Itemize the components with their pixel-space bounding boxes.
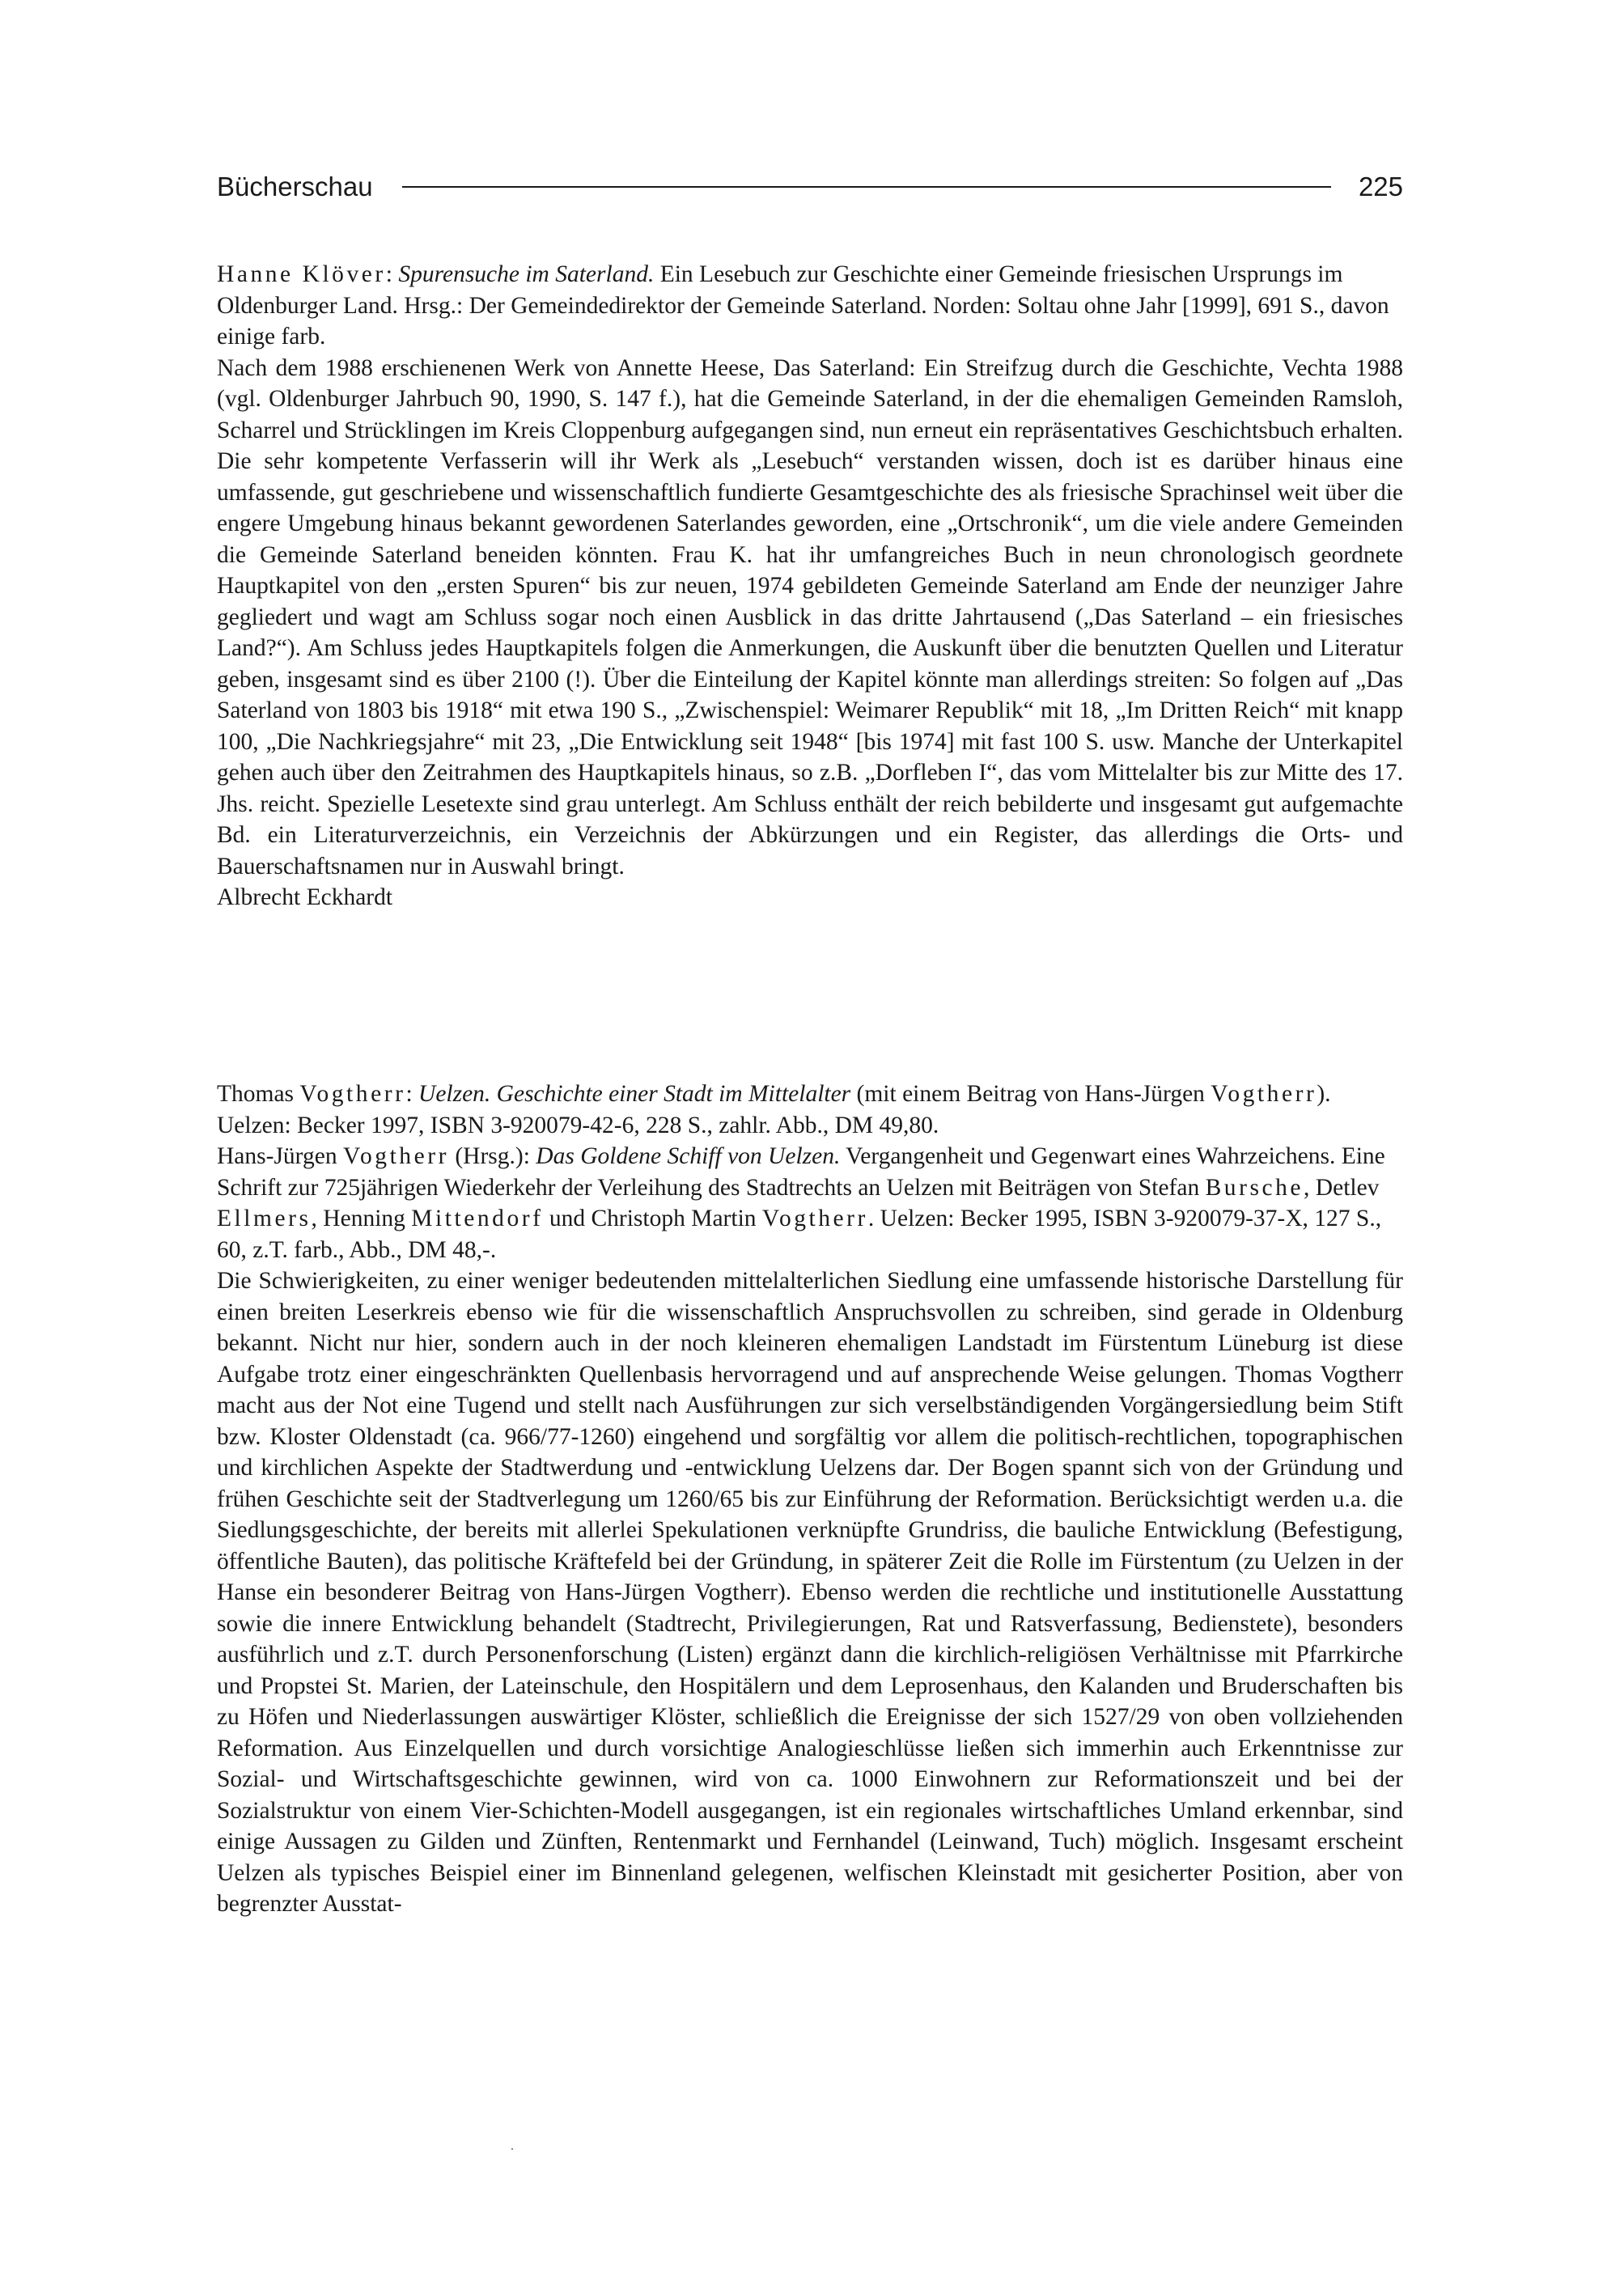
book-title: Uelzen. Geschichte einer Stadt im Mittelalter (418, 1081, 851, 1107)
book-title: Spurensuche im Saterland. (398, 261, 655, 287)
bibliographic-entry-2: Hans-Jürgen Vogtherr (Hrsg.): Das Goldene Schiff von Uelzen. Vergangenheit und Gegenwart eines Wahrzeichens. Eine Schrift zur 725jährigen Wiederkehr der Verleihung des Stadtrechts an Uelzen mit Beiträgen von Stefan Bursche, Detlev Ellmers, Henning Mittendorf und Christoph Martin Vogtherr. Uelzen: Becker 1995, ISBN 3-920079-37-X, 127 S., 60, z.T. farb., Abb., DM 48,-. (217, 1143, 1385, 1263)
review-body: Nach dem 1988 erschienenen Werk von Annette Heese, Das Saterland: Ein Streifzug durch die Geschichte, Vechta 1988 (vgl. Oldenburger Jahrbuch 90, 1990, S. 147 f.), hat die Gemeinde Saterland, in der die ehemaligen Gemeinden Ramsloh, Scharrel und Strücklingen im Kreis Cloppenburg aufgegangen sind, nun erneut ein repräsentatives Geschichtsbuch erhalten. Die sehr kompetente Verfasserin will ihr Werk als „Lesebuch“ verstanden wissen, doch ist es darüber hinaus eine umfassende, gut geschriebene und wissenschaftlich fundierte Gesamtgeschichte des als friesische Sprachinsel weit über die engere Umgebung hinaus bekannt gewordenen Saterlandes geworden, eine „Ortschronik“, um die viele andere Gemeinden die Gemeinde Saterland beneiden könnten. Frau K. hat ihr umfangreiches Buch in neun chronologisch geordnete Hauptkapitel von den „ersten Spuren“ bis zur neuen, 1974 gebildeten Gemeinde Saterland am Ende der neunziger Jahre gegliedert und wagt am Schluss sogar noch einen Ausblick in das dritte Jahrtausend („Das Saterland – ein friesisches Land?“). Am Schluss jedes Hauptkapitels folgen die Anmerkungen, die Auskunft über die benutzten Quellen und Literatur geben, insgesamt sind es über 2100 (!). Über die Einteilung der Kapitel könnte man allerdings streiten: So folgen auf „Das Saterland von 1803 bis 1918“ mit etwa 190 S., „Zwischenspiel: Weimarer Republik“ mit 18, „Im Dritten Reich“ mit knapp 100, „Die Nachkriegsjahre“ mit 23, „Die Entwicklung seit 1948“ [bis 1974] mit fast 100 S. usw. Manche der Unterkapitel gehen auch über den Zeitrahmen des Hauptkapitels hinaus, so z.B. „Dorfleben I“, das vom Mittelalter bis zur Mitte des 17. Jhs. reicht. Spezielle Lesetexte sind grau unterlegt. Am Schluss enthält der reich bebilderte und insgesamt gut aufgemachte Bd. ein Literaturverzeichnis, ein Verzeichnis der Abkürzungen und ein Register, das allerdings die Orts- und Bauerschaftsnamen nur in Auswahl bringt. (217, 354, 1403, 879)
bibliographic-entry: Hanne Klöver: Spurensuche im Saterland. Ein Lesebuch zur Geschichte einer Gemeinde friesischen Ursprungs im Oldenburger Land. Hrsg.: Der Gemeindedirektor der Gemeinde Saterland. Norden: Soltau ohne Jahr [1999], 691 S., davon einige farb. (217, 261, 1389, 350)
author-name: Hanne Klöver (217, 261, 386, 287)
header-rule (402, 186, 1331, 188)
book-title-2: Das Goldene Schiff von Uelzen. (536, 1143, 841, 1169)
review-vogtherr (217, 1079, 1403, 1920)
section-title: Bücherschau (217, 172, 373, 201)
review-body: Die Schwierigkeiten, zu einer weniger bedeutenden mittelalterlichen Siedlung eine umfassende historische Darstellung für einen breiten Leserkreis ebenso wie für die wissenschaftlich Anspruchsvollen zu schreiben, sind gerade in Oldenburg bekannt. Nicht nur hier, sondern auch in der noch kleineren ehemaligen Landstadt im Fürstentum Lüneburg ist diese Aufgabe trotz einer eingeschränkten Quellenbasis hervorragend und auf ansprechende Weise gelungen. Thomas Vogtherr macht aus der Not eine Tugend und stellt nach Ausführungen zur sich verselbständigenden Vorgängersiedlung beim Stift bzw. Kloster Oldenstadt (ca. 966/77-1260) eingehend und sorgfältig vor allem die politisch-rechtlichen, topographischen und kirchlichen Aspekte der Stadtwerdung und -entwicklung Uelzens dar. Der Bogen spannt sich von der Gründung und frühen Geschichte seit der Stadtverlegung um 1260/65 bis zur Einführung der Reformation. Berücksichtigt werden u.a. die Siedlungsgeschichte, der bereits mit allerlei Spekulationen verknüpfte Grundriss, die bauliche Entwicklung (Befestigung, öffentliche Bauten), das politische Kräftefeld bei der Gründung, in späterer Zeit die Rolle im Fürstentum (zu Uelzen in der Hanse ein besonderer Beitrag von Hans-Jürgen Vogtherr). Ebenso werden die rechtliche und institutionelle Ausstattung sowie die innere Entwicklung behandelt (Stadtrecht, Privilegierungen, Rat und Ratsverfassung, Bedienstete), besonders ausführlich und z.T. durch Personenforschung (Listen) ergänzt dann die kirchlich-religiösen Verhältnisse mit Pfarrkirche und Propstei St. Marien, der Lateinschule, den Hospitälern und dem Leprosenhaus, den Kalanden und Bruderschaften bis zu Höfen und Niederlassungen auswärtiger Klöster, schließlich die Ereignisse der sich 1527/29 von oben vollziehenden Reformation. Aus Einzelquellen und durch vorsichtige Analogieschlüsse ließen sich immerhin auch Erkenntnisse zur Sozial- und Wirtschaftsgeschichte gewinnen, wird von ca. 1000 Einwohnern zur Reformationszeit und bei der Sozialstruktur von einem Vier-Schichten-Modell ausgegangen, ist ein regionales wirtschaftliches Umland erkennbar, sind einige Aussagen zu Gilden und Zünften, Rentenmarkt und Fernhandel (Leinwand, Tuch) möglich. Insgesamt erscheint Uelzen als typisches Beispiel einer im Binnenland gelegenen, welfischen Kleinstadt mit gesicherter Position, aber von begrenzter Ausstat- (217, 1268, 1403, 1917)
contributor-name: Ellmers (217, 1206, 312, 1231)
page-number: 225 (1358, 172, 1403, 201)
bibliographic-entry: Thomas Vogtherr: Uelzen. Geschichte einer Stadt im Mittelalter (mit einem Beitrag von Hans-Jürgen Vogtherr). Uelzen: Becker 1997, ISBN 3-920079-42-6, 228 S., zahlr. Abb., DM 49,80. (217, 1081, 1331, 1138)
author-name: Vogtherr (299, 1081, 406, 1107)
contributor-name: Vogtherr (761, 1206, 868, 1231)
bib-details: ). Uelzen: Becker 1997, ISBN 3-920079-42-6, 228 S., zahlr. Abb., DM 49,80. (217, 1081, 1331, 1138)
bib-details: . Uelzen: Becker 1995, ISBN 3-920079-37-X, 127 S., 60, z.T. farb., Abb., DM 48,-. (217, 1206, 1382, 1263)
scan-speck (511, 2148, 513, 2150)
contributor-name: Bursche (1205, 1174, 1304, 1201)
editor-name: Vogtherr (342, 1143, 449, 1169)
contributor-name: Mittendorf (411, 1206, 544, 1231)
reviewer-name: Albrecht Eckhardt (217, 884, 393, 910)
running-head (217, 167, 1403, 207)
review-kloever (217, 259, 1403, 913)
contributor-name: Vogtherr (1211, 1081, 1317, 1107)
bib-details: Ein Lesebuch zur Geschichte einer Gemeinde friesischen Ursprungs im Oldenburger Land. Hrsg.: Der Gemeindedirektor der Gemeinde Saterland. Norden: Soltau ohne Jahr [1999], 691 S., davon einige farb. (217, 261, 1389, 350)
